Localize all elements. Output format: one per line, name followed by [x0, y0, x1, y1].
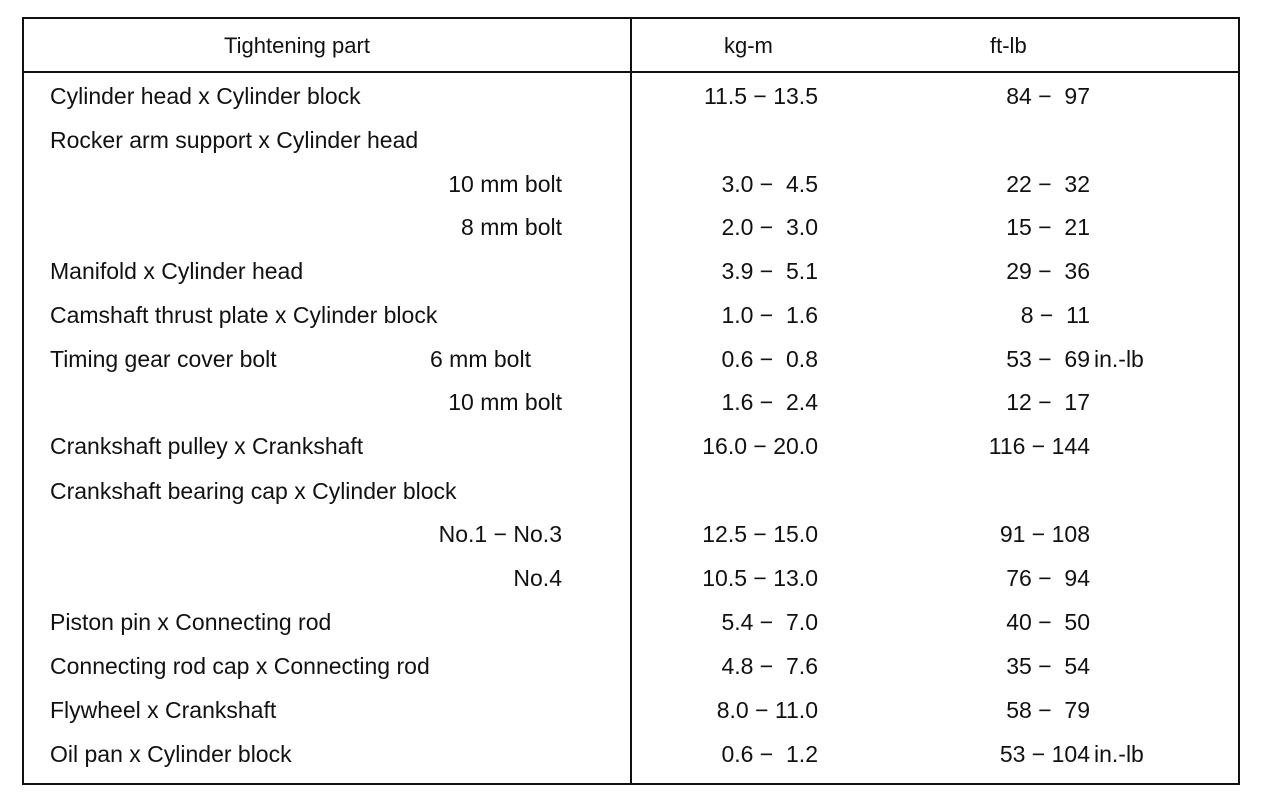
table-row	[24, 431, 1238, 475]
header-tightening-part: Tightening part	[224, 33, 370, 58]
kg-m-value: 11.5 − 13.5	[703, 83, 818, 109]
torque-table	[22, 17, 1240, 785]
header-ft-lb: ft-lb	[990, 33, 1027, 58]
tightening-part-cell	[50, 344, 531, 374]
tightening-part-cell	[50, 476, 457, 506]
ft-lb-value: 53 − 69	[1006, 346, 1090, 372]
kg-m-value: 3.0 − 4.5	[721, 171, 818, 197]
tightening-part-label: 8 mm bolt	[461, 214, 562, 240]
table-row	[24, 212, 1238, 256]
table-row	[24, 387, 1238, 431]
tightening-part-label: Oil pan x Cylinder block	[50, 741, 292, 767]
ft-lb-value: 116 − 144	[988, 433, 1090, 459]
unit-label: in.-lb	[1094, 346, 1144, 372]
tightening-part-cell	[50, 125, 418, 155]
tightening-part-cell	[513, 563, 562, 593]
tightening-part-label: Rocker arm support x Cylinder head	[50, 127, 419, 153]
tightening-part-label: Flywheel x Crankshaft	[50, 697, 277, 723]
table-row	[24, 476, 1238, 520]
kg-m-value: 1.0 − 1.6	[721, 302, 818, 328]
table-row	[24, 739, 1238, 783]
ft-lb-value: 22 − 32	[1006, 171, 1090, 197]
table-row	[24, 81, 1238, 125]
table-row	[24, 125, 1238, 169]
tightening-part-label: No.1 − No.3	[438, 521, 562, 547]
ft-lb-value: 29 − 36	[1006, 258, 1090, 284]
tightening-part-cell	[448, 169, 562, 199]
tightening-part-cell	[439, 519, 562, 549]
kg-m-value: 5.4 − 7.0	[721, 609, 818, 635]
table-row	[24, 256, 1238, 300]
kg-m-value: 2.0 − 3.0	[721, 214, 818, 240]
tightening-part-label: Manifold x Cylinder head	[50, 258, 304, 284]
tightening-part-label: 10 mm bolt	[448, 171, 562, 197]
tightening-part-label: Camshaft thrust plate x Cylinder block	[50, 302, 438, 328]
ft-lb-value: 53 − 104	[999, 741, 1090, 767]
table-row	[24, 563, 1238, 607]
tightening-part-cell	[50, 739, 292, 769]
tightening-part-cell	[448, 387, 562, 417]
tightening-part-label: Timing gear cover bolt	[50, 346, 277, 372]
ft-lb-value: 76 − 94	[1006, 565, 1090, 591]
table-row	[24, 607, 1238, 651]
tightening-part-label: No.4	[513, 565, 562, 591]
tightening-part-cell	[50, 607, 331, 637]
kg-m-value: 0.6 − 1.2	[721, 741, 818, 767]
tightening-part-cell	[50, 81, 361, 111]
table-row	[24, 344, 1238, 388]
ft-lb-value: 58 − 79	[1006, 697, 1090, 723]
table-row	[24, 519, 1238, 563]
ft-lb-value: 35 − 54	[1006, 653, 1090, 679]
kg-m-value: 1.6 − 2.4	[721, 389, 818, 415]
tightening-part-label: Connecting rod cap x Connecting rod	[50, 653, 430, 679]
tightening-part-label: Crankshaft bearing cap x Cylinder block	[50, 478, 457, 504]
kg-m-value: 0.6 − 0.8	[721, 346, 818, 372]
tightening-part-label: Piston pin x Connecting rod	[50, 609, 332, 635]
tightening-part-cell	[50, 695, 276, 725]
kg-m-value: 16.0 − 20.0	[702, 433, 818, 459]
tightening-part-cell	[50, 651, 430, 681]
tightening-part-label: 10 mm bolt	[448, 389, 562, 415]
table-row	[24, 695, 1238, 739]
tightening-part-cell	[461, 212, 562, 242]
kg-m-value: 12.5 − 15.0	[702, 521, 818, 547]
ft-lb-value: 91 − 108	[999, 521, 1090, 547]
ft-lb-value: 40 − 50	[1006, 609, 1090, 635]
tightening-part-cell	[50, 256, 303, 286]
table-row	[24, 651, 1238, 695]
bolt-size-label: 6 mm bolt	[430, 346, 531, 372]
ft-lb-value: 12 − 17	[1006, 389, 1090, 415]
kg-m-value: 4.8 − 7.6	[721, 653, 818, 679]
ft-lb-value: 84 − 97	[1006, 83, 1090, 109]
table-row	[24, 169, 1238, 213]
kg-m-value: 8.0 − 11.0	[716, 697, 818, 723]
unit-label: in.-lb	[1094, 741, 1144, 767]
kg-m-value: 10.5 − 13.0	[702, 565, 818, 591]
table-row	[24, 300, 1238, 344]
tightening-part-label: Cylinder head x Cylinder block	[50, 83, 361, 109]
header-kg-m: kg-m	[724, 33, 773, 58]
tightening-part-cell	[50, 431, 363, 461]
tightening-part-cell	[50, 300, 437, 330]
ft-lb-value: 8 − 11	[1020, 302, 1090, 328]
tightening-part-label: Crankshaft pulley x Crankshaft	[50, 433, 364, 459]
ft-lb-value: 15 − 21	[1006, 214, 1090, 240]
kg-m-value: 3.9 − 5.1	[721, 258, 818, 284]
